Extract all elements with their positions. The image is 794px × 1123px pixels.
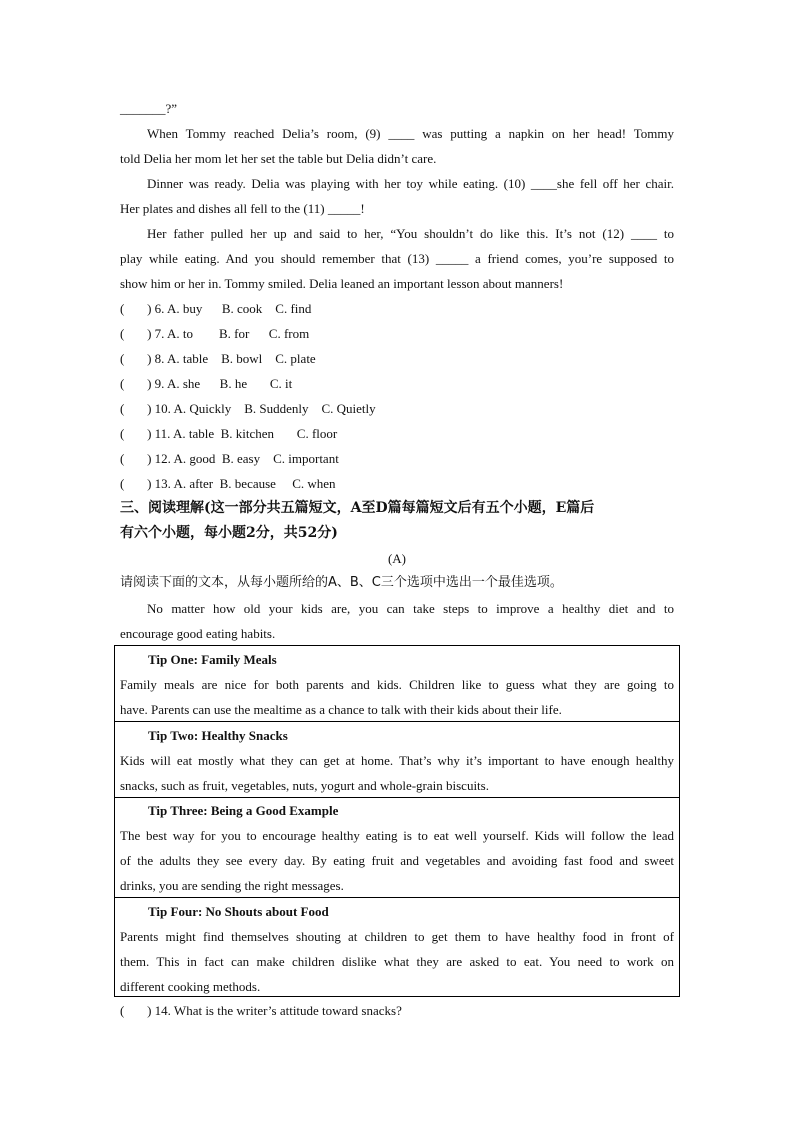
tip-4-line-3: different cooking methods. [120,979,261,994]
passage-label: (A) [387,551,407,566]
tip-1-title: Tip One: Family Meals [148,652,277,667]
tip-2-title: Tip Two: Healthy Snacks [148,728,288,743]
option-row-8: ( ) 8. A. table B. bowl C. plate [120,351,316,366]
option-row-6: ( ) 6. A. buy B. cook C. find [120,301,312,316]
option-row-13: ( ) 13. A. after B. because C. when [120,476,336,491]
tip-2-line-2: snacks, such as fruit, vegetables, nuts, yogurt and whole-grain biscuits. [120,778,489,793]
tip-divider [115,897,679,898]
option-row-10: ( ) 10. A. Quickly B. Suddenly C. Quietly [120,401,376,416]
tip-3-line-1: The best way for you to encourage healthy eating is to eat well yourself. Kids will follow the lead [120,828,674,843]
tip-4-line-1: Parents might find themselves shouting at children to get them to have healthy food in front of [120,929,674,944]
passage-line-1: When Tommy reached Delia’s room, (9) ____ was putting a napkin on her head! Tommy [147,126,674,141]
tip-4-line-2: them. This in fact can make children dislike what they are asked to eat. You need to work on [120,954,674,969]
section-heading-line-1: 三、阅读理解(这一部分共五篇短文，A至D篇每篇短文后有五个小题，E篇后 [120,500,595,516]
tip-3-line-2: of the adults they see every day. By eating fruit and vegetables and avoiding fast food and sweet [120,853,674,868]
passage-line-2: told Delia her mom let her set the table but Delia didn’t care. [120,151,437,166]
tip-3-title: Tip Three: Being a Good Example [148,803,339,818]
intro-line-2: encourage good eating habits. [120,626,276,641]
option-row-11: ( ) 11. A. table B. kitchen C. floor [120,426,338,441]
section-heading-line-2: 有六个小题，每小题2分，共52分) [120,525,338,541]
instruction-text: 请阅读下面的文本，从每小题所给的A、B、C三个选项中选出一个最佳选项。 [120,575,563,590]
passage-line-0: _______?” [120,101,178,116]
passage-line-3: Dinner was ready. Delia was playing with her toy while eating. (10) ____she fell off her chair. [147,176,674,191]
option-row-12: ( ) 12. A. good B. easy C. important [120,451,339,466]
tip-4-title: Tip Four: No Shouts about Food [148,904,329,919]
tip-1-line-2: have. Parents can use the mealtime as a chance to talk with their kids about their life. [120,702,562,717]
tip-3-line-3: drinks, you are sending the right messages. [120,878,344,893]
tip-divider [115,721,679,722]
passage-line-5: Her father pulled her up and said to her, “You shouldn’t do like this. It’s not (12) ____ to [147,226,674,241]
passage-line-4: Her plates and dishes all fell to the (11) _____! [120,201,365,216]
question-14: ( ) 14. What is the writer’s attitude toward snacks? [120,1003,402,1018]
intro-line-1: No matter how old your kids are, you can take steps to improve a healthy diet and to [147,601,674,616]
tip-1-line-1: Family meals are nice for both parents and kids. Children like to guess what they are going to [120,677,674,692]
tip-2-line-1: Kids will eat mostly what they can get at home. That’s why it’s important to have enough healthy [120,753,674,768]
passage-line-7: show him or her in. Tommy smiled. Delia leaned an important lesson about manners! [120,276,564,291]
option-row-9: ( ) 9. A. she B. he C. it [120,376,293,391]
option-row-7: ( ) 7. A. to B. for C. from [120,326,310,341]
tip-divider [115,797,679,798]
tips-table [114,645,680,997]
passage-line-6: play while eating. And you should remember that (13) _____ a friend comes, you’re supposed to [120,251,674,266]
